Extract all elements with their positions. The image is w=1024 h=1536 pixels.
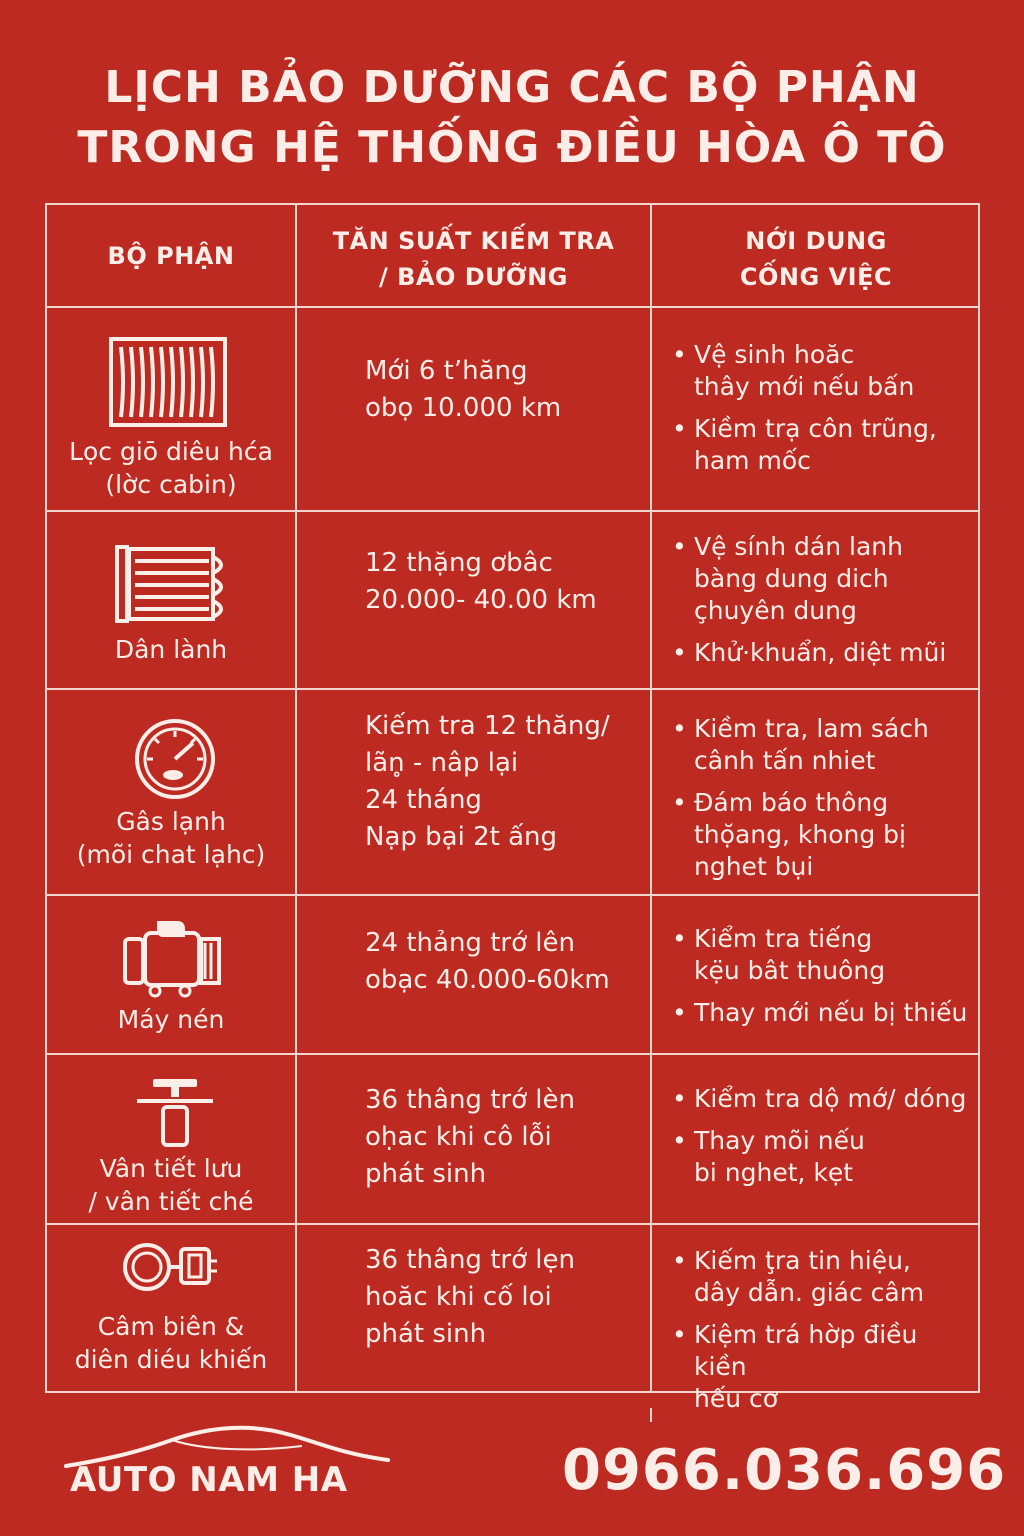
cabin-filter-icon [109,337,227,427]
frequency-cell: 36 thâng trớ lẹn hoăc khi cố loi phát sinh [365,1245,575,1349]
header-part [47,238,295,274]
evaporator-icon [115,545,235,623]
task-list [672,1083,972,1199]
task-list [672,531,972,679]
part-name [47,1152,295,1218]
part-name [47,1003,295,1036]
task-list [672,1245,977,1425]
task-item: • Đám báo thông thọ̆ang, khong bị nghet bụi [672,787,972,883]
row-divider [47,306,978,308]
task-item: • Khử·khuẩn, diệt mũi [672,637,972,669]
phone-number[interactable]: 0966.036.696 [562,1438,1007,1503]
part-name-line-1: Máy nén [117,1005,225,1034]
maintenance-table [45,203,980,1413]
frequency-cell: Kiếm tra 12 thăng/ lãn̥ - nâp lại 24 tháng Nạp bại 2t ấng [365,711,610,852]
row-divider [47,1223,978,1225]
part-name-line-2: / vân tiết ché [88,1187,254,1216]
part-name-line-1: Câm biên & [97,1312,245,1341]
header-frequency [297,223,650,295]
row-divider [47,510,978,512]
header-tasks [652,223,980,295]
header-tasks-line-1: NỚI DUNG [745,227,887,255]
page-title [0,58,1024,178]
expansion-valve-icon [135,1077,215,1149]
header-tasks-line-2: CỐNG VIỆC [739,263,893,291]
task-item: • Thay mõi nếu bi nghet, kẹt [672,1125,972,1189]
part-name [47,805,295,871]
task-item: • Kiểm tra dộ mớ/ dóng [672,1083,972,1115]
task-item: • Kiềm trạ côn trũng, ham mốc [672,413,972,477]
task-item: • Kiếm ţra tin hiệu, dây dẫn. giác câm [672,1245,977,1309]
row-divider [47,894,978,896]
task-list [672,923,972,1039]
header-frequency-line-1: TĂN SUẤT KIẾM TRA [332,227,615,255]
task-item: • Kiềm tra, lam sách cânh tấn nhiet [672,713,972,777]
part-name-line-1: Vân tiết lưu [99,1154,243,1183]
row-divider [47,1053,978,1055]
task-item: • Kiểm tra tiếng kẹ̈u bât thuông [672,923,972,987]
frequency-cell: 12 thặng ơbâc 20.000- 40.00 km [365,548,597,615]
frequency-cell: 36 thâng trớ lèn oḥac khi cô lỗi phát sinh [365,1085,575,1189]
part-name-line-1: Lọc giō diêu hća [69,437,273,466]
compressor-icon [123,913,223,999]
title-line-1: LỊCH BẢO DƯỠNG CÁC BỘ PHẬN [104,62,920,113]
part-name [47,435,295,501]
part-name [47,633,295,666]
header-part-label: BỘ PHẬN [107,242,235,270]
part-name-line-1: Gâs lạnh [116,807,226,836]
pressure-gauge-icon [133,717,217,801]
sensor-icon [121,1241,219,1293]
brand-name: AUTO NAM HA [70,1460,348,1500]
header-frequency-line-2: / BẢO DƯỠNG [379,263,568,291]
task-list [672,339,972,487]
frequency-cell: 24 thảng trớ lên obạc 40.000-60km [365,928,610,995]
part-name [47,1310,295,1376]
row-divider [47,688,978,690]
task-item: • Vệ sính dán lanh bàng dung dich çhuyên dung [672,531,972,627]
task-item: • Kiệm trá hờp điều kiền hếu cơ [672,1319,977,1415]
column-divider [295,205,297,1391]
part-name-line-1: Dân lành [114,635,228,664]
title-line-2: TRONG HỆ THỐNG ĐIỀU HÒA Ô TÔ [77,122,947,173]
frequency-cell: Mới 6 t’hăng obọ 10.000 km [365,356,562,423]
task-item: • Thay mới nếu bị thiếu [672,997,972,1029]
part-name-line-2: (lờc cabin) [105,470,237,499]
task-list [672,713,972,893]
part-name-line-2: diên diéu khiến [74,1345,268,1374]
divider-tick [650,1408,652,1422]
column-divider [650,205,652,1391]
task-item: • Vệ sinh hoăc thây mới nếu bấn [672,339,972,403]
part-name-line-2: (mõi chat lạhc) [76,840,266,869]
